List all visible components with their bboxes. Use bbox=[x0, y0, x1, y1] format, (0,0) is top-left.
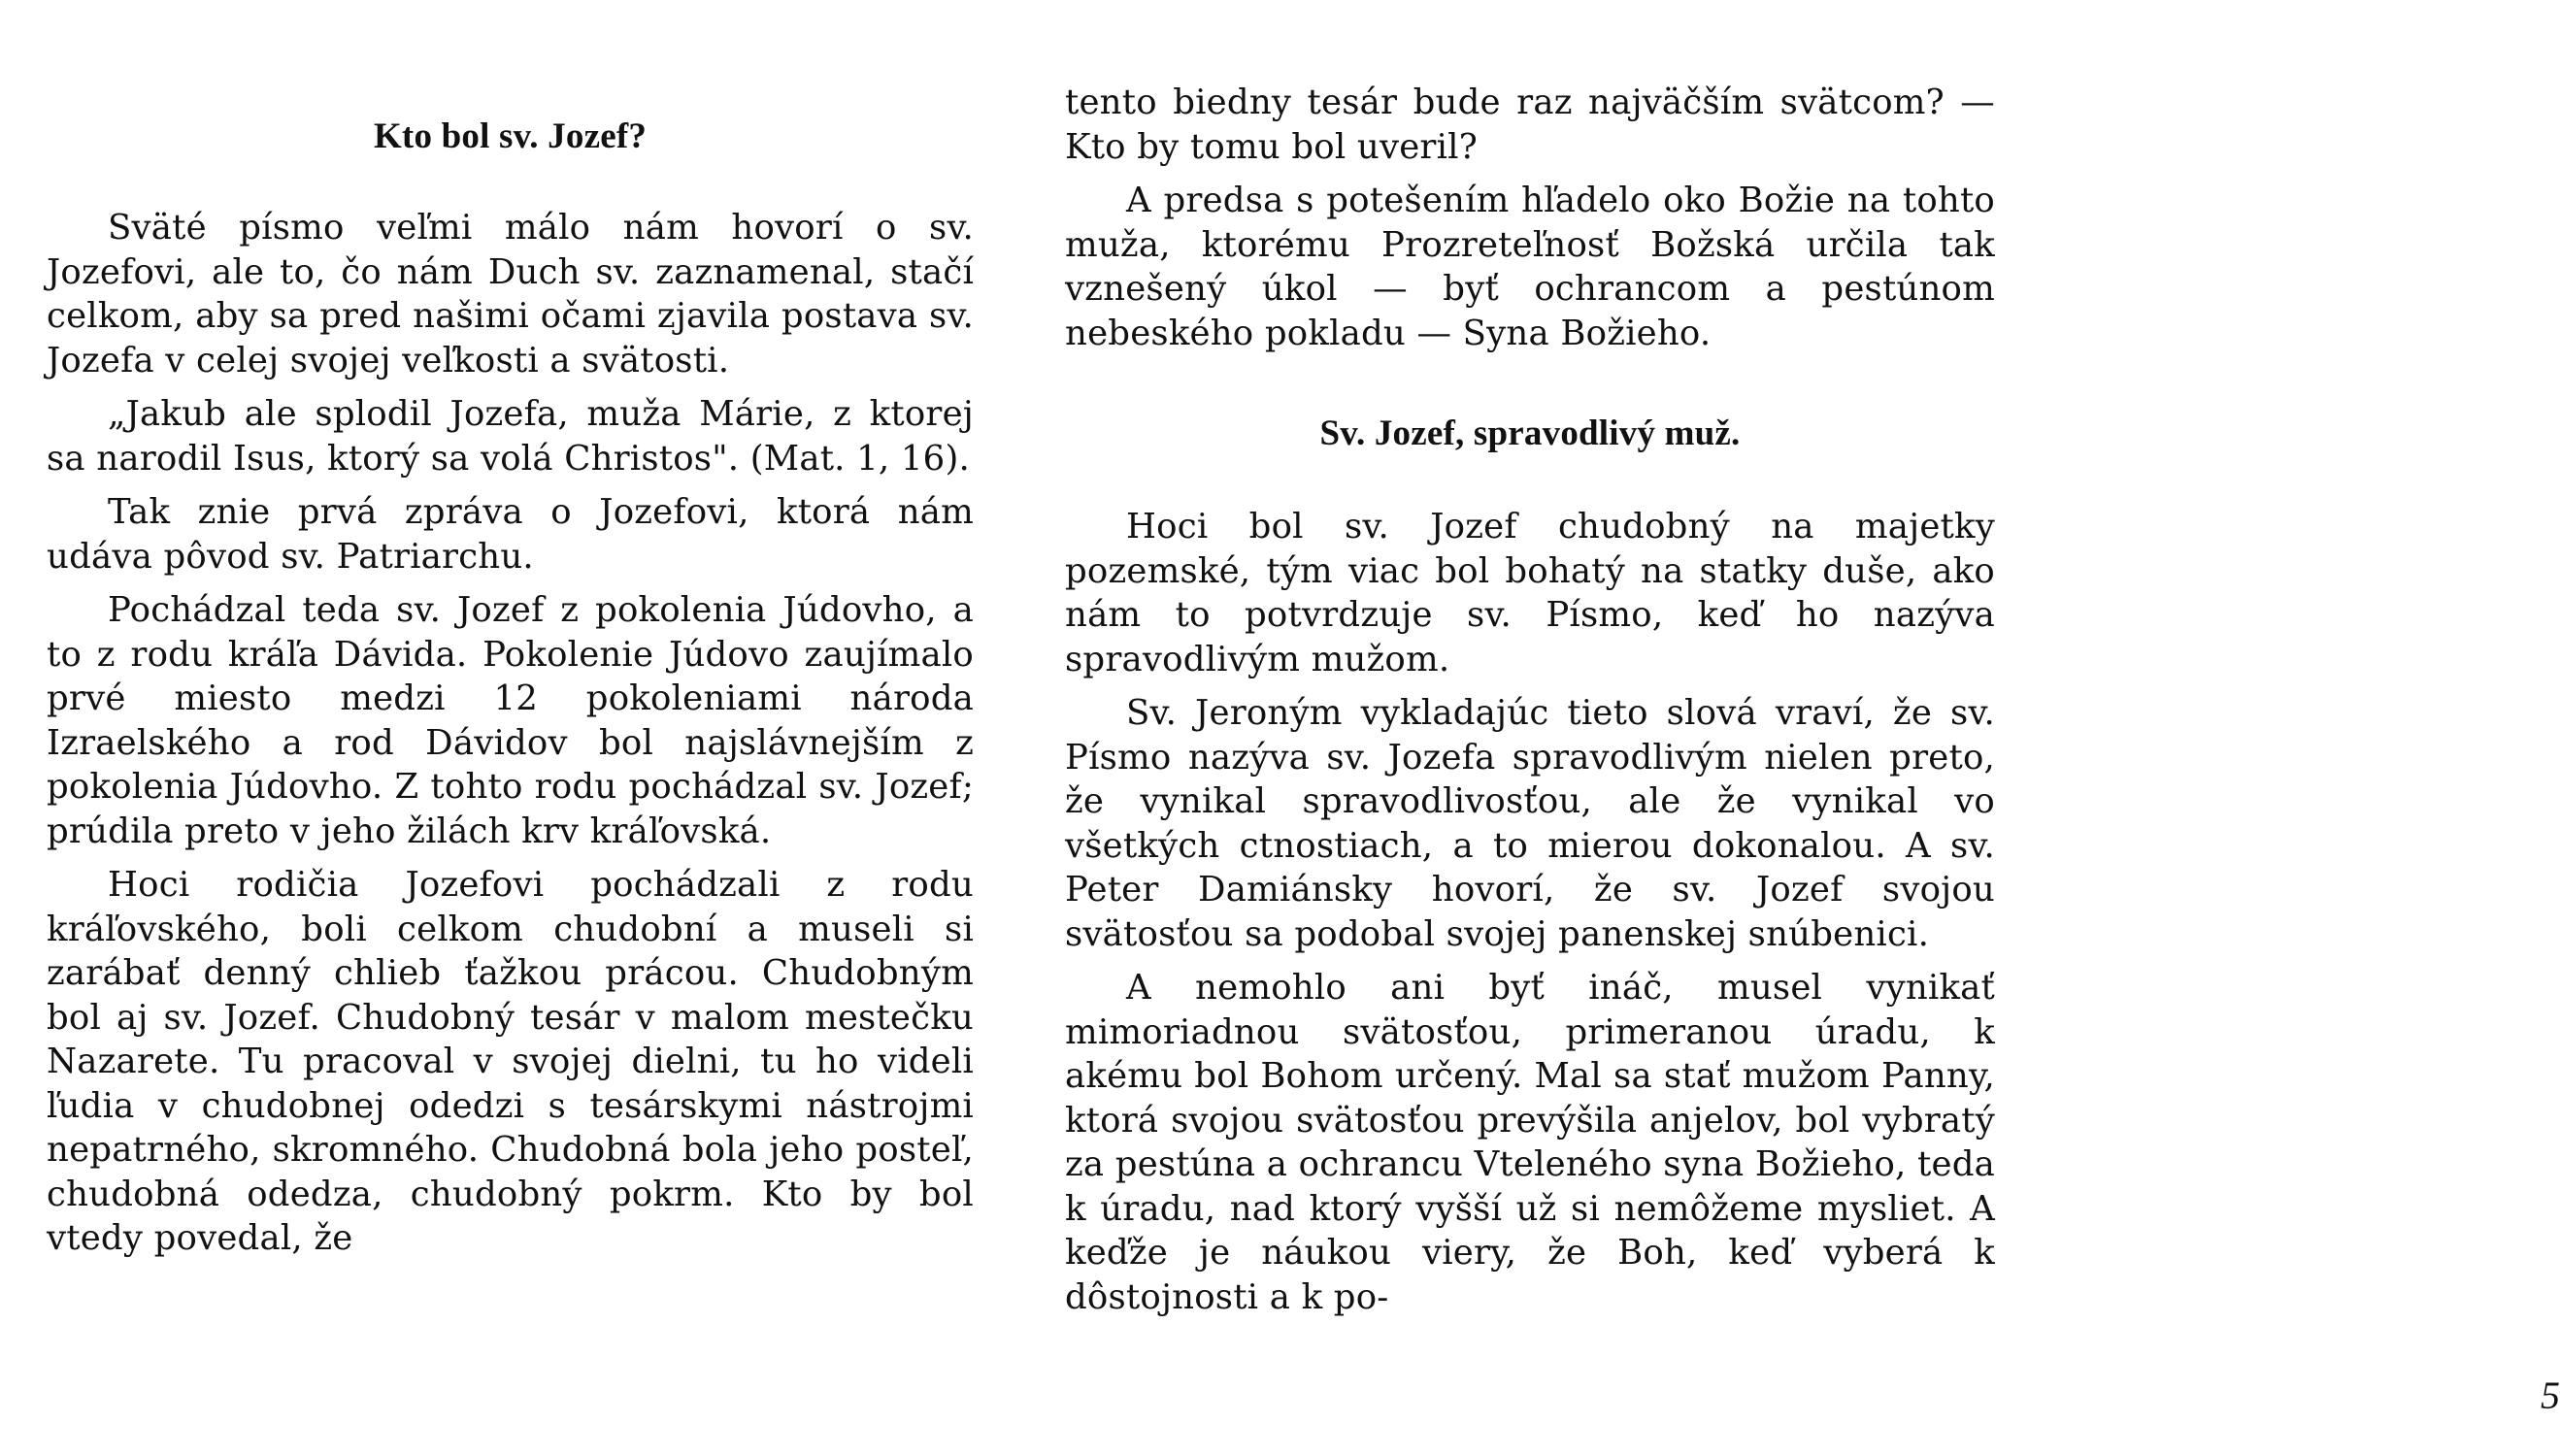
paragraph: Tak znie prvá zpráva o Jozefovi, ktorá nám udáva pôvod sv. Patriarchu. bbox=[47, 492, 974, 577]
paragraph: A predsa s potešením hľadelo oko Božie na tohto muža, ktorému Prozreteľnosť Božská určila tak vznešený úkol — byť ochrancom a pestúnom nebeského pokladu — Syna Božieho. bbox=[1065, 181, 1995, 353]
paragraph: Hoci bol sv. Jozef chudobný na majetky pozemské, tým viac bol bohatý na statky duše, ako nám to potvrdzuje sv. Písmo, keď ho nazýva spravodlivým mužom. bbox=[1065, 507, 1995, 679]
paragraph: Pochádzal teda sv. Jozef z pokolenia Júdovho, a to z rodu kráľa Dávida. Pokolenie Júdovo zaujímalo prvé miesto medzi 12 pokoleniami národa Izraelského a rod Dávidov bol najslávnejším z pokolenia Júdovho. Z tohto rodu pochádzal sv. Jozef; prúdila preto v jeho žilách krv kráľovská. bbox=[47, 590, 974, 851]
paragraph-continuation: tento biedny tesár bude raz najväčším svätcom? — Kto by tomu bol uveril? bbox=[1065, 83, 1995, 167]
right-page bbox=[1018, 0, 2560, 1456]
paragraph: A nemohlo ani byť ináč, musel vynikať mimoriadnou svätosťou, primeranou úradu, k akému bol Bohom určený. Mal sa stať mužom Panny, ktorá svojou svätosťou prevýšila anjelov, bol vybratý za pestúna a ochrancu Vteleného syna Božieho, teda k úradu, nad ktorý vyšší už si nemôžeme mysliet. A keďže je náukou viery, že Boh, keď vyberá k dôstojnosti a k po- bbox=[1065, 968, 1995, 1317]
paragraph-quote: „Jakub ale splodil Jozefa, muža Márie, z ktorej sa narodil Isus, ktorý sa volá Christos". (Mat. 1, 16). bbox=[47, 394, 974, 479]
page-number: 5 bbox=[2541, 1373, 2560, 1417]
paragraph: Sväté písmo veľmi málo nám hovorí o sv. Jozefovi, ale to, čo nám Duch sv. zaznamenal, stačí celkom, aby sa pred našimi očami zjavila postava sv. Jozefa v celej svojej veľkosti a svätosti. bbox=[47, 208, 974, 381]
paragraph: Hoci rodičia Jozefovi pochádzali z rodu kráľovského, boli celkom chudobní a museli si zarábať denný chlieb ťažkou prácou. Chudobným bol aj sv. Jozef. Chudobný tesár v malom mestečku Nazarete. Tu pracoval v svojej dielni, tu ho videli ľudia v chudobnej odedzi s tesárskymi nástrojmi nepatrného, skromného. Chudobná bola jeho posteľ, chudobná odedza, chudobný pokrm. Kto by bol vtedy povedal, že bbox=[47, 865, 974, 1258]
paragraph: Sv. Jeroným vykladajúc tieto slová vraví, že sv. Písmo nazýva sv. Jozefa spravodlivým nielen preto, že vynikal spravodlivosťou, ale že vynikal vo všetkých ctnostiach, a to mierou dokonalou. A sv. Peter Damiánsky hovorí, že sv. Jozef svojou svätosťou sa podobal svojej panenskej snúbenici. bbox=[1065, 693, 1995, 954]
chapter-heading-who-was-joseph: Kto bol sv. Jozef? bbox=[373, 116, 648, 156]
right-text-column bbox=[1065, 81, 1995, 1329]
chapter-heading-just-man: Sv. Jozef, spravodlivý muž. bbox=[1319, 414, 1741, 453]
left-page bbox=[0, 0, 1018, 1456]
left-text-column bbox=[47, 115, 974, 1271]
